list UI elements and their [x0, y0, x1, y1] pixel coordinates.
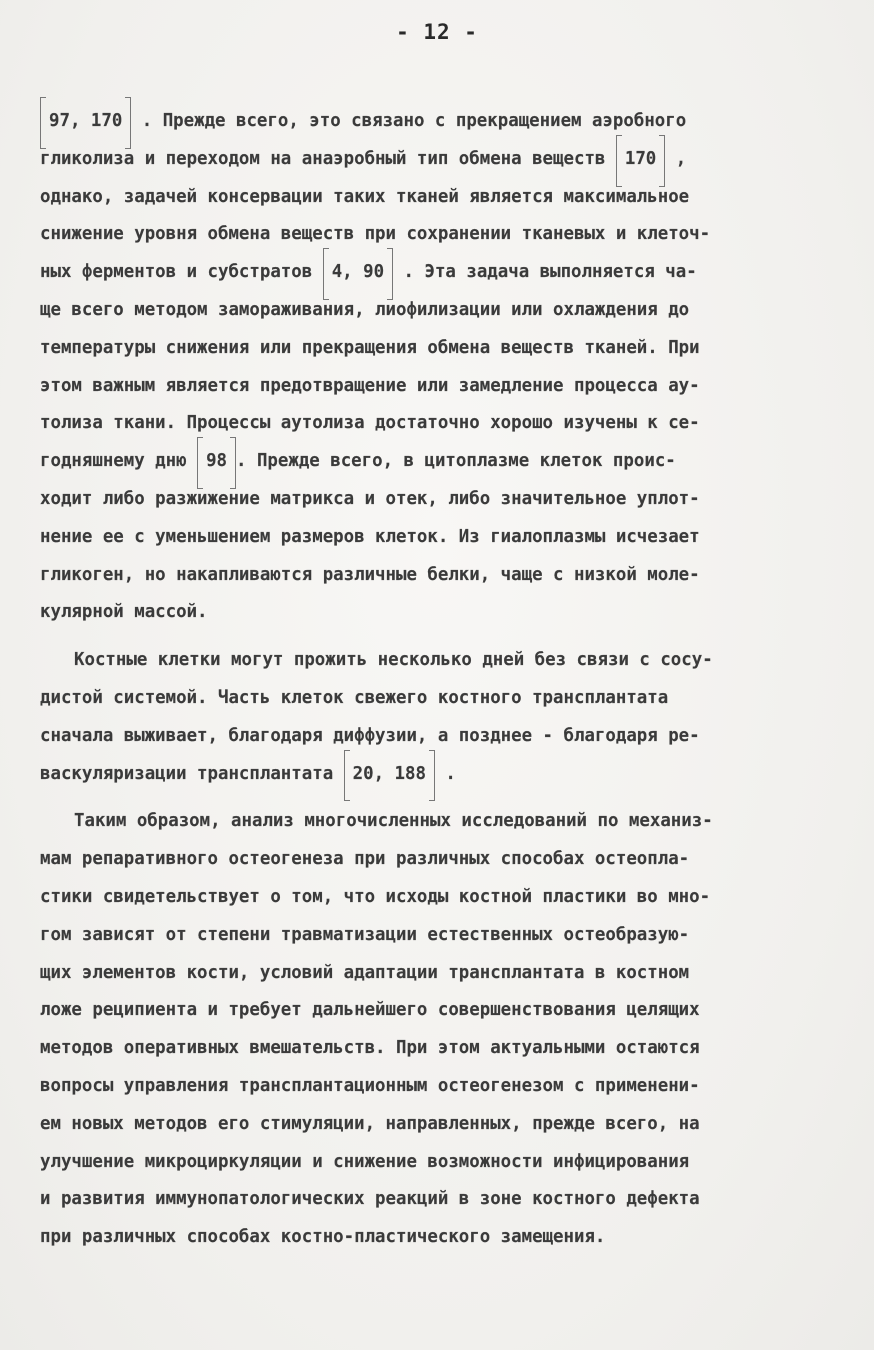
text-line: [40, 557, 840, 595]
citation-reference: 4, 90: [323, 254, 393, 292]
text-line: [40, 879, 840, 917]
text-run: при различных способах костно-пластического замещения.: [40, 1227, 606, 1248]
text-line: [40, 1068, 840, 1106]
text-line: [40, 179, 840, 217]
text-run: ложе реципиента и требует дальнейшего совершенствования целящих: [40, 1000, 700, 1021]
paragraph: [40, 632, 840, 793]
text-line: [40, 292, 840, 330]
text-run: ще всего методом замораживания, лиофилизации или охлаждения до: [40, 299, 690, 320]
text-run: однако, задачей консервации таких тканей является максимальное: [40, 186, 690, 207]
text-line: [40, 141, 840, 179]
text-line: [40, 992, 840, 1030]
text-line: [40, 642, 840, 680]
text-run: Таким образом, анализ многочисленных исследований по механиз-: [74, 811, 713, 832]
text-run: ем новых методов его стимуляции, направленных, прежде всего, на: [40, 1113, 700, 1134]
text-line: [40, 405, 840, 443]
paragraph: [40, 793, 840, 1257]
citation-reference: 20, 188: [344, 756, 435, 794]
text-line: [40, 443, 840, 481]
text-line: [40, 1106, 840, 1144]
text-line: [40, 1030, 840, 1068]
text-run: методов оперативных вмешательств. При этом актуальными остаются: [40, 1038, 700, 1059]
text-run: толиза ткани. Процессы аутолиза достаточно хорошо изучены к се-: [40, 413, 700, 434]
text-line: [40, 594, 840, 632]
page-number: - 12 -: [396, 20, 478, 44]
text-run: годняшнему дню: [40, 451, 198, 472]
text-run: васкуляризации трансплантата: [40, 763, 344, 784]
text-run: ходит либо разжижение матрикса и отек, либо значительное уплот-: [40, 488, 700, 509]
text-run: . Прежде всего, это связано с прекращением аэробного: [131, 111, 687, 131]
text-run: сначала выживает, благодаря диффузии, а позднее - благодаря ре-: [40, 725, 700, 746]
body-text: [40, 103, 840, 1257]
citation-reference: 97, 170: [40, 103, 131, 141]
text-run: гликоген, но накапливаются различные белки, чаще с низкой моле-: [40, 564, 700, 585]
text-run: нение ее с уменьшением размеров клеток. Из гиалоплазмы исчезает: [40, 526, 700, 547]
text-run: .: [434, 763, 456, 784]
text-line: [40, 368, 840, 406]
text-line: [40, 803, 840, 841]
text-run: стики свидетельствует о том, что исходы костной пластики во мно-: [40, 886, 711, 907]
text-run: дистой системой. Часть клеток свежего костного трансплантата: [40, 687, 669, 708]
text-run: улучшение микроциркуляции и снижение возможности инфицирования: [40, 1151, 690, 1172]
text-line: [40, 756, 840, 794]
text-line: [40, 103, 840, 141]
text-run: мам репаративного остеогенеза при различных способах остеопла-: [40, 849, 690, 870]
text-run: . Эта задача выполняется ча-: [393, 262, 697, 283]
text-line: [40, 955, 840, 993]
text-run: снижение уровня обмена веществ при сохранении тканевых и клеточ-: [40, 224, 711, 245]
text-run: гликолиза и переходом на анаэробный тип обмена веществ: [40, 148, 616, 169]
text-line: [40, 680, 840, 718]
text-run: кулярной массой.: [40, 602, 208, 623]
citation-reference: 98: [197, 443, 236, 481]
text-run: Костные клетки могут прожить несколько дней без связи с сосу-: [74, 650, 713, 671]
text-line: [40, 519, 840, 557]
text-line: [40, 841, 840, 879]
text-line: [40, 1144, 840, 1182]
text-line: [40, 1181, 840, 1219]
text-line: [40, 718, 840, 756]
text-line: [40, 481, 840, 519]
text-run: гом зависят от степени травматизации естественных остеобразую-: [40, 924, 690, 945]
text-line: [40, 254, 840, 292]
paragraph: [40, 103, 840, 632]
text-run: ,: [665, 148, 687, 169]
text-run: температуры снижения или прекращения обмена веществ тканей. При: [40, 337, 700, 358]
text-line: [40, 917, 840, 955]
text-run: щих элементов кости, условий адаптации трансплантата в костном: [40, 962, 690, 983]
text-run: вопросы управления трансплантационным остеогенезом с применени-: [40, 1075, 700, 1096]
text-line: [40, 1219, 840, 1257]
text-line: [40, 216, 840, 254]
text-run: и развития иммунопатологических реакций в зоне костного дефекта: [40, 1189, 700, 1210]
text-run: . Прежде всего, в цитоплазме клеток проис-: [236, 451, 676, 472]
citation-reference: 170: [616, 141, 665, 179]
text-line: [40, 330, 840, 368]
text-run: ных ферментов и субстратов: [40, 262, 323, 283]
text-run: этом важным является предотвращение или замедление процесса ау-: [40, 375, 700, 396]
